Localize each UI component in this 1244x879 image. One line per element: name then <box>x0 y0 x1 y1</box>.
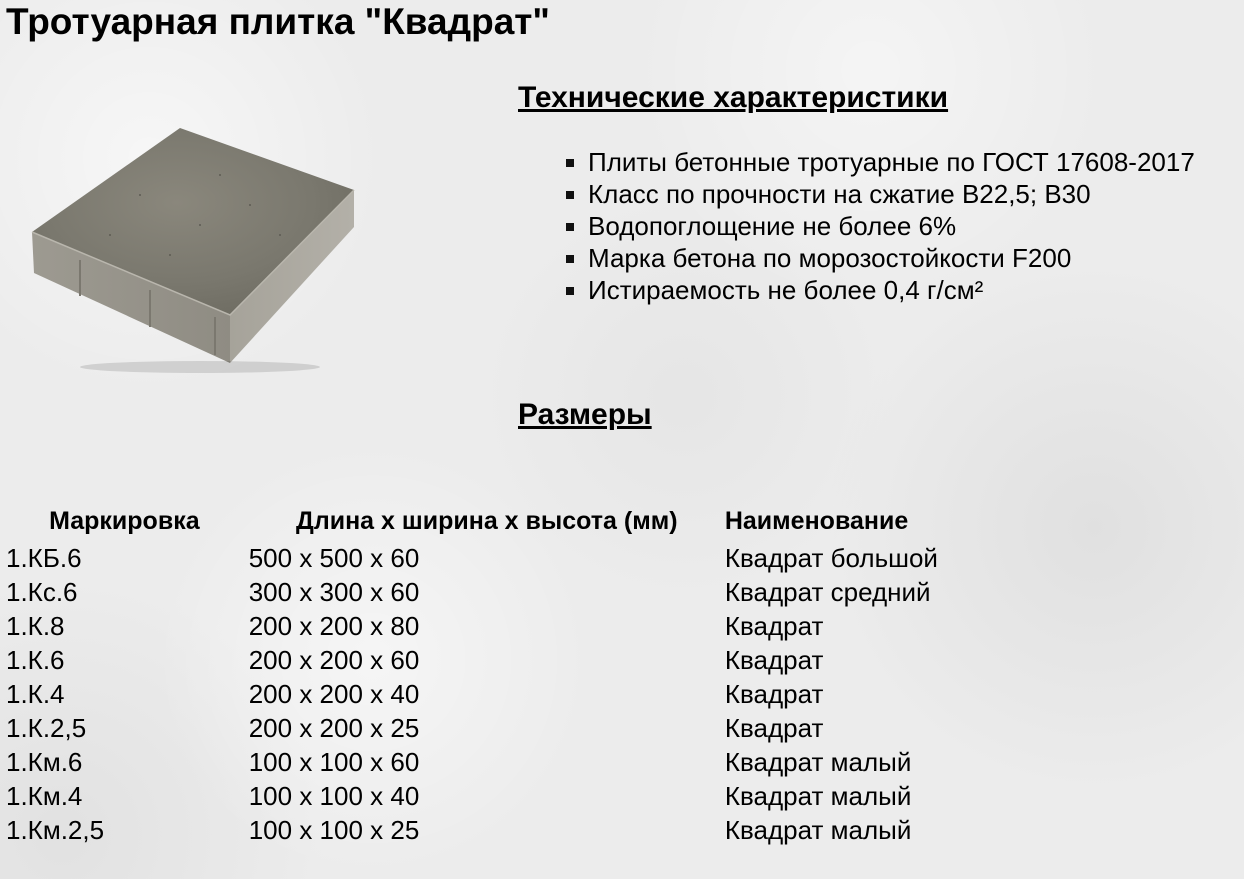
bullet-icon <box>566 255 574 263</box>
cell-name: Квадрат <box>724 679 824 709</box>
cell-marking: 1.КБ.6 <box>6 543 82 573</box>
specs-list <box>566 146 1195 306</box>
bullet-icon <box>566 223 574 231</box>
specs-item <box>566 178 1195 210</box>
cell-marking: 1.Км.6 <box>6 747 83 777</box>
specs-item-text: Водопоглощение не более 6% <box>588 211 957 241</box>
column-header-name: Наименование <box>724 507 909 535</box>
specs-item <box>566 242 1195 274</box>
bullet-icon <box>566 191 574 199</box>
table-row <box>0 609 1244 643</box>
cell-marking: 1.К.8 <box>6 611 65 641</box>
cell-name: Квадрат <box>724 713 824 743</box>
cell-dimensions: 200 х 200 х 40 <box>248 679 420 709</box>
specs-heading: Технические характеристики <box>518 81 949 114</box>
cell-dimensions: 300 х 300 х 60 <box>248 577 420 607</box>
specs-item <box>566 274 1195 306</box>
cell-marking: 1.К.6 <box>6 645 65 675</box>
table-row <box>0 745 1244 779</box>
table-row <box>0 541 1244 575</box>
column-header-dimensions: Длина х ширина х высота (мм) <box>296 507 678 535</box>
table-row <box>0 643 1244 677</box>
specs-item-text: Плиты бетонные тротуарные по ГОСТ 17608-2017 <box>588 147 1195 177</box>
cell-name: Квадрат малый <box>724 781 912 811</box>
cell-name: Квадрат малый <box>724 815 912 845</box>
cell-dimensions: 200 х 200 х 60 <box>248 645 420 675</box>
cell-name: Квадрат <box>724 645 824 675</box>
table-row <box>0 779 1244 813</box>
paving-slab-image <box>20 115 365 375</box>
bullet-icon <box>566 159 574 167</box>
specs-item <box>566 146 1195 178</box>
specs-item <box>566 210 1195 242</box>
cell-marking: 1.К.2,5 <box>6 713 87 743</box>
cell-dimensions: 100 х 100 х 60 <box>248 747 420 777</box>
bullet-icon <box>566 287 574 295</box>
cell-dimensions: 200 х 200 х 25 <box>248 713 420 743</box>
specs-item-text: Марка бетона по морозостойкости F200 <box>588 243 1072 273</box>
specs-item-text: Истираемость не более 0,4 г/см² <box>588 275 984 305</box>
cell-dimensions: 200 х 200 х 80 <box>248 611 420 641</box>
cell-marking: 1.Кс.6 <box>6 577 78 607</box>
table-header-row <box>0 505 1244 541</box>
cell-name: Квадрат малый <box>724 747 912 777</box>
cell-marking: 1.Км.4 <box>6 781 83 811</box>
cell-name: Квадрат <box>724 611 824 641</box>
cell-dimensions: 500 х 500 х 60 <box>248 543 420 573</box>
sizes-heading: Размеры <box>518 398 652 431</box>
cell-marking: 1.К.4 <box>6 679 65 709</box>
page-title: Тротуарная плитка "Квадрат" <box>6 1 550 42</box>
table-row <box>0 711 1244 745</box>
table-row <box>0 813 1244 847</box>
cell-name: Квадрат большой <box>724 543 938 573</box>
column-header-marking: Маркировка <box>49 507 200 535</box>
cell-name: Квадрат средний <box>724 577 931 607</box>
sizes-table <box>0 505 1244 847</box>
cell-marking: 1.Км.2,5 <box>6 815 105 845</box>
specs-item-text: Класс по прочности на сжатие В22,5; В30 <box>588 179 1091 209</box>
table-row <box>0 575 1244 609</box>
table-row <box>0 677 1244 711</box>
cell-dimensions: 100 х 100 х 40 <box>248 781 420 811</box>
cell-dimensions: 100 х 100 х 25 <box>248 815 420 845</box>
